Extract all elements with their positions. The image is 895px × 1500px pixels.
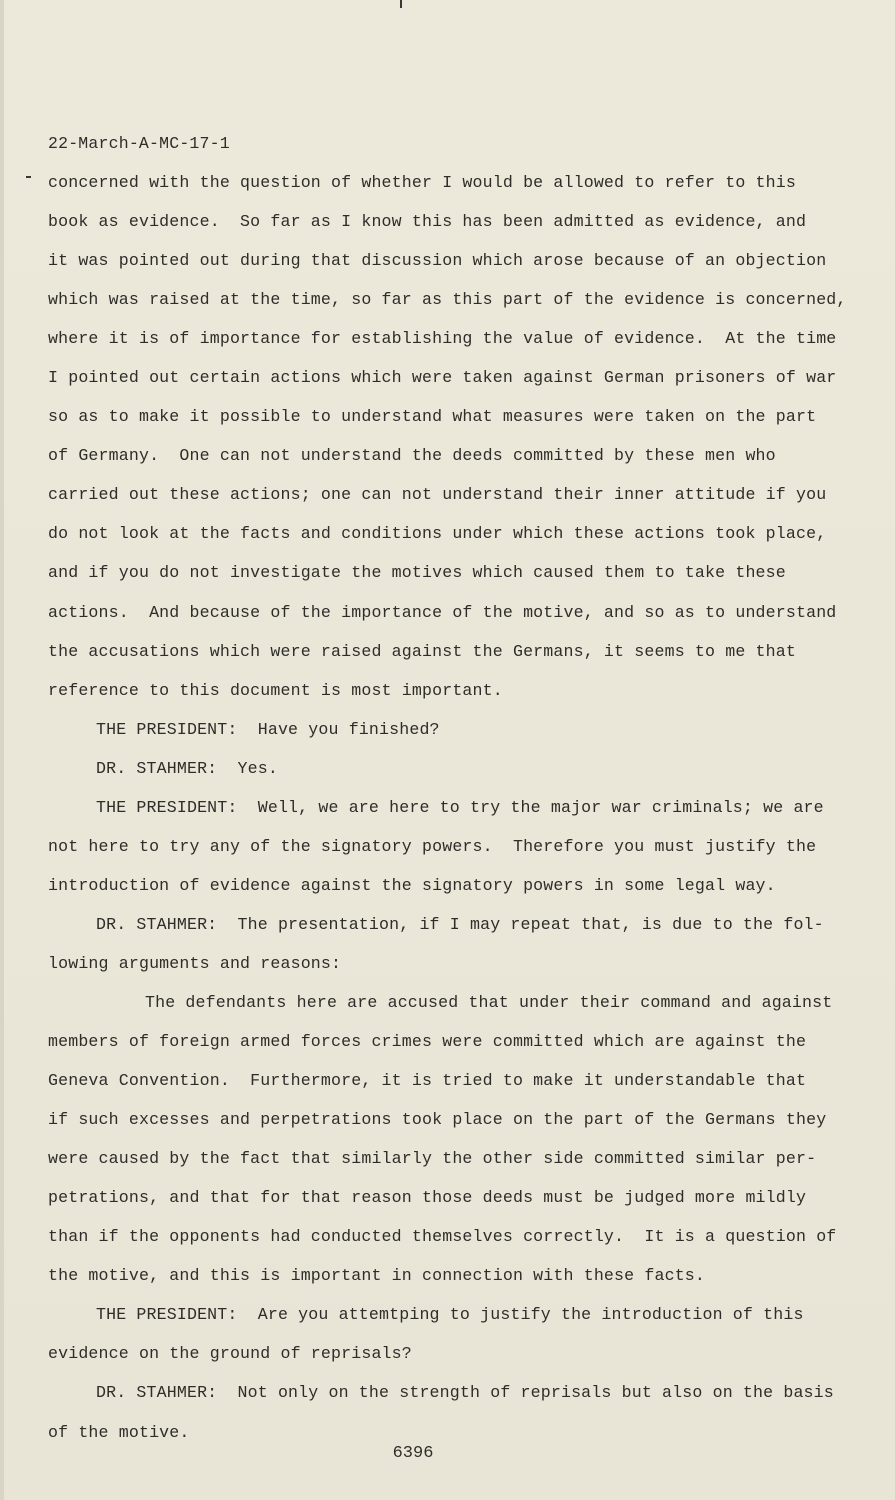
text-line: evidence on the ground of reprisals?: [48, 1344, 412, 1364]
text-line: so as to make it possible to understand what measures were taken on the part: [48, 407, 817, 427]
text-line: lowing arguments and reasons:: [48, 953, 342, 973]
text-line: petrations, and that for that reason those deeds must be judged more mildly: [48, 1188, 807, 1208]
document-reference: 22-March-A-MC-17-1: [48, 134, 230, 153]
text-line: it was pointed out during that discussion which arose because of an objection: [48, 251, 827, 271]
text-line: members of foreign armed forces crimes were committed which are against the: [48, 1032, 807, 1052]
speaker-line: THE PRESIDENT: Have you finished?: [96, 719, 440, 739]
text-line: and if you do not investigate the motives which caused them to take these: [48, 563, 786, 583]
page-edge: [0, 0, 4, 1500]
text-line: than if the opponents had conducted themselves correctly. It is a question of: [48, 1227, 837, 1247]
text-line: concerned with the question of whether I would be allowed to refer to this: [48, 173, 796, 192]
quoted-paragraph-line: The defendants here are accused that under their command and against: [145, 992, 833, 1012]
text-line: book as evidence. So far as I know this has been admitted as evidence, and: [48, 212, 807, 232]
text-line: of Germany. One can not understand the deeds committed by these men who: [48, 446, 776, 466]
text-line: reference to this document is most important.: [48, 680, 503, 700]
text-line: not here to try any of the signatory powers. Therefore you must justify the: [48, 836, 817, 856]
text-line: carried out these actions; one can not understand their inner attitude if you: [48, 485, 827, 505]
text-line: actions. And because of the importance of the motive, and so as to understand: [48, 602, 837, 622]
text-line: the motive, and this is important in connection with these facts.: [48, 1266, 706, 1286]
text-line: the accusations which were raised against the Germans, it seems to me that: [48, 641, 796, 661]
text-line: of the motive.: [48, 1422, 190, 1442]
text-line: Geneva Convention. Furthermore, it is tried to make it understandable that: [48, 1071, 807, 1091]
page-number: 6396: [392, 1444, 434, 1463]
transcript-body: [48, 163, 848, 1452]
text-line: where it is of importance for establishing the value of evidence. At the time: [48, 329, 837, 349]
text-line: I pointed out certain actions which were taken against German prisoners of war: [48, 368, 837, 388]
speaker-line: THE PRESIDENT: Well, we are here to try the major war criminals; we are: [96, 797, 824, 817]
speaker-line: THE PRESIDENT: Are you attemtping to justify the introduction of this: [96, 1305, 804, 1325]
text-line: if such excesses and perpetrations took place on the part of the Germans they: [48, 1110, 827, 1130]
top-punch-mark: [400, 0, 402, 8]
text-line: were caused by the fact that similarly the other side committed similar per-: [48, 1149, 817, 1169]
speaker-line: DR. STAHMER: Not only on the strength of reprisals but also on the basis: [96, 1383, 834, 1403]
text-line: introduction of evidence against the signatory powers in some legal way.: [48, 875, 776, 895]
margin-mark: [26, 176, 31, 178]
text-line: which was raised at the time, so far as this part of the evidence is concerned,: [48, 290, 847, 310]
speaker-line: DR. STAHMER: The presentation, if I may repeat that, is due to the fol-: [96, 914, 824, 934]
text-line: do not look at the facts and conditions under which these actions took place,: [48, 524, 827, 544]
speaker-line: DR. STAHMER: Yes.: [96, 758, 278, 778]
